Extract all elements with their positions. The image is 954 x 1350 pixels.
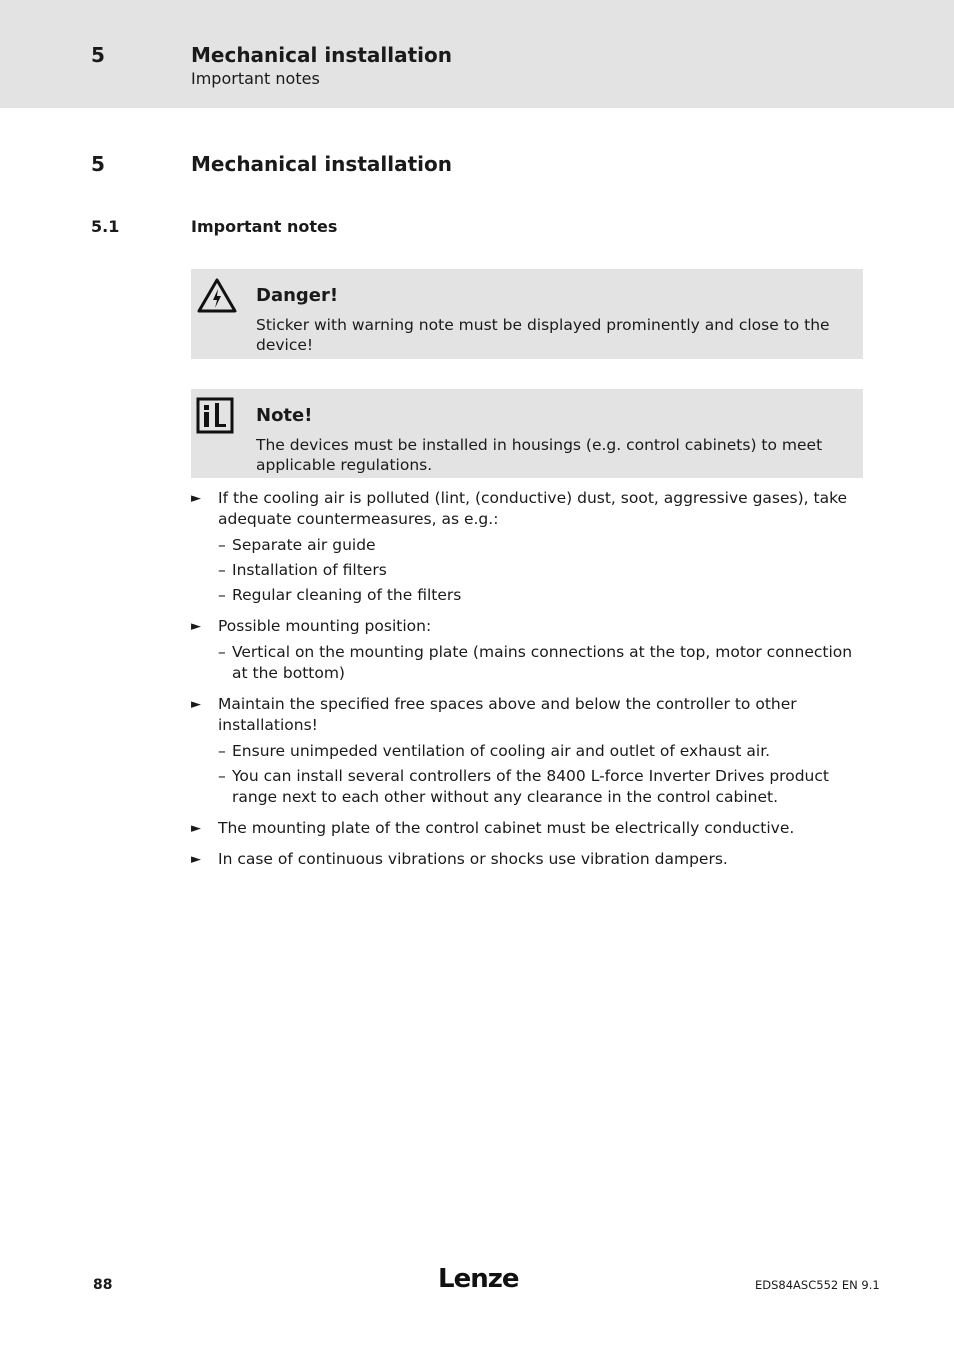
list-item-text: The mounting plate of the control cabinet must be electrically conductive. [218, 819, 795, 837]
info-icon [196, 397, 238, 435]
list-item-text: In case of continuous vibrations or shocks use vibration dampers. [218, 850, 728, 868]
list-item [191, 488, 863, 606]
list-item [191, 694, 863, 808]
sub-list [218, 535, 863, 606]
sub-list-item: – Separate air guide [218, 536, 376, 554]
sub-list-item-text: Vertical on the mounting plate (mains connections at the top, motor connection at the bottom) [232, 643, 853, 682]
sub-list-item-text: You can install several controllers of the 8400 L-force Inverter Drives product range next to each other without any clearance in the control cabinet. [232, 767, 829, 806]
sub-list-item: – Regular cleaning of the filters [218, 586, 462, 604]
note-box [191, 389, 863, 478]
sub-list-item-text: Installation of filters [232, 561, 387, 579]
header-chapter-number: 5 [91, 43, 105, 67]
list-item-text: If the cooling air is polluted (lint, (conductive) dust, soot, aggressive gases), take adequate countermeasures, as e.g.: [218, 489, 848, 528]
sub-list [218, 741, 863, 808]
section-title: Mechanical installation [191, 152, 452, 176]
high-voltage-warning-icon [196, 277, 238, 315]
sub-list-item: – Installation of filters [218, 561, 387, 579]
danger-title: Danger! [256, 285, 339, 306]
header-chapter-title: Mechanical installation [191, 43, 452, 67]
sub-list-item: – You can install several controllers of the 8400 L-force Inverter Drives product range next to each other without any clearance in the control cabinet. [218, 767, 829, 806]
lenze-logo: Lenze [438, 1264, 519, 1294]
danger-text: Sticker with warning note must be displayed prominently and close to the device! [256, 316, 830, 354]
running-header [0, 0, 954, 108]
sub-list-item-text: Separate air guide [232, 536, 376, 554]
page-number: 88 [93, 1277, 113, 1293]
triangle-bullet-icon: ► [191, 821, 201, 836]
list-item-text: Possible mounting position: [218, 617, 432, 635]
list-item [191, 818, 863, 839]
section-number: 5 [91, 152, 105, 176]
sub-list-item-text: Regular cleaning of the filters [232, 586, 462, 604]
triangle-bullet-icon: ► [191, 697, 201, 712]
sub-list-item: – Ensure unimpeded ventilation of cooling air and outlet of exhaust air. [218, 742, 771, 760]
subsection-number: 5.1 [91, 217, 120, 236]
sub-list [218, 642, 863, 684]
header-section-subtitle: Important notes [191, 69, 320, 88]
sub-list-item-text: Ensure unimpeded ventilation of cooling air and outlet of exhaust air. [232, 742, 771, 760]
note-text: The devices must be installed in housings (e.g. control cabinets) to meet applicable regulations. [256, 436, 823, 474]
sub-list-item: – Vertical on the mounting plate (mains connections at the top, motor connection at the bottom) [218, 643, 853, 682]
danger-box [191, 269, 863, 359]
document-id: EDS84ASC552 EN 9.1 [755, 1278, 880, 1292]
list-item [191, 616, 863, 684]
list-item-text: Maintain the specified free spaces above and below the controller to other installations! [218, 695, 797, 734]
subsection-title: Important notes [191, 217, 338, 236]
triangle-bullet-icon: ► [191, 619, 201, 634]
triangle-bullet-icon: ► [191, 852, 201, 867]
instruction-list [191, 488, 863, 880]
list-item [191, 849, 863, 870]
note-title: Note! [256, 405, 313, 426]
triangle-bullet-icon: ► [191, 491, 201, 506]
